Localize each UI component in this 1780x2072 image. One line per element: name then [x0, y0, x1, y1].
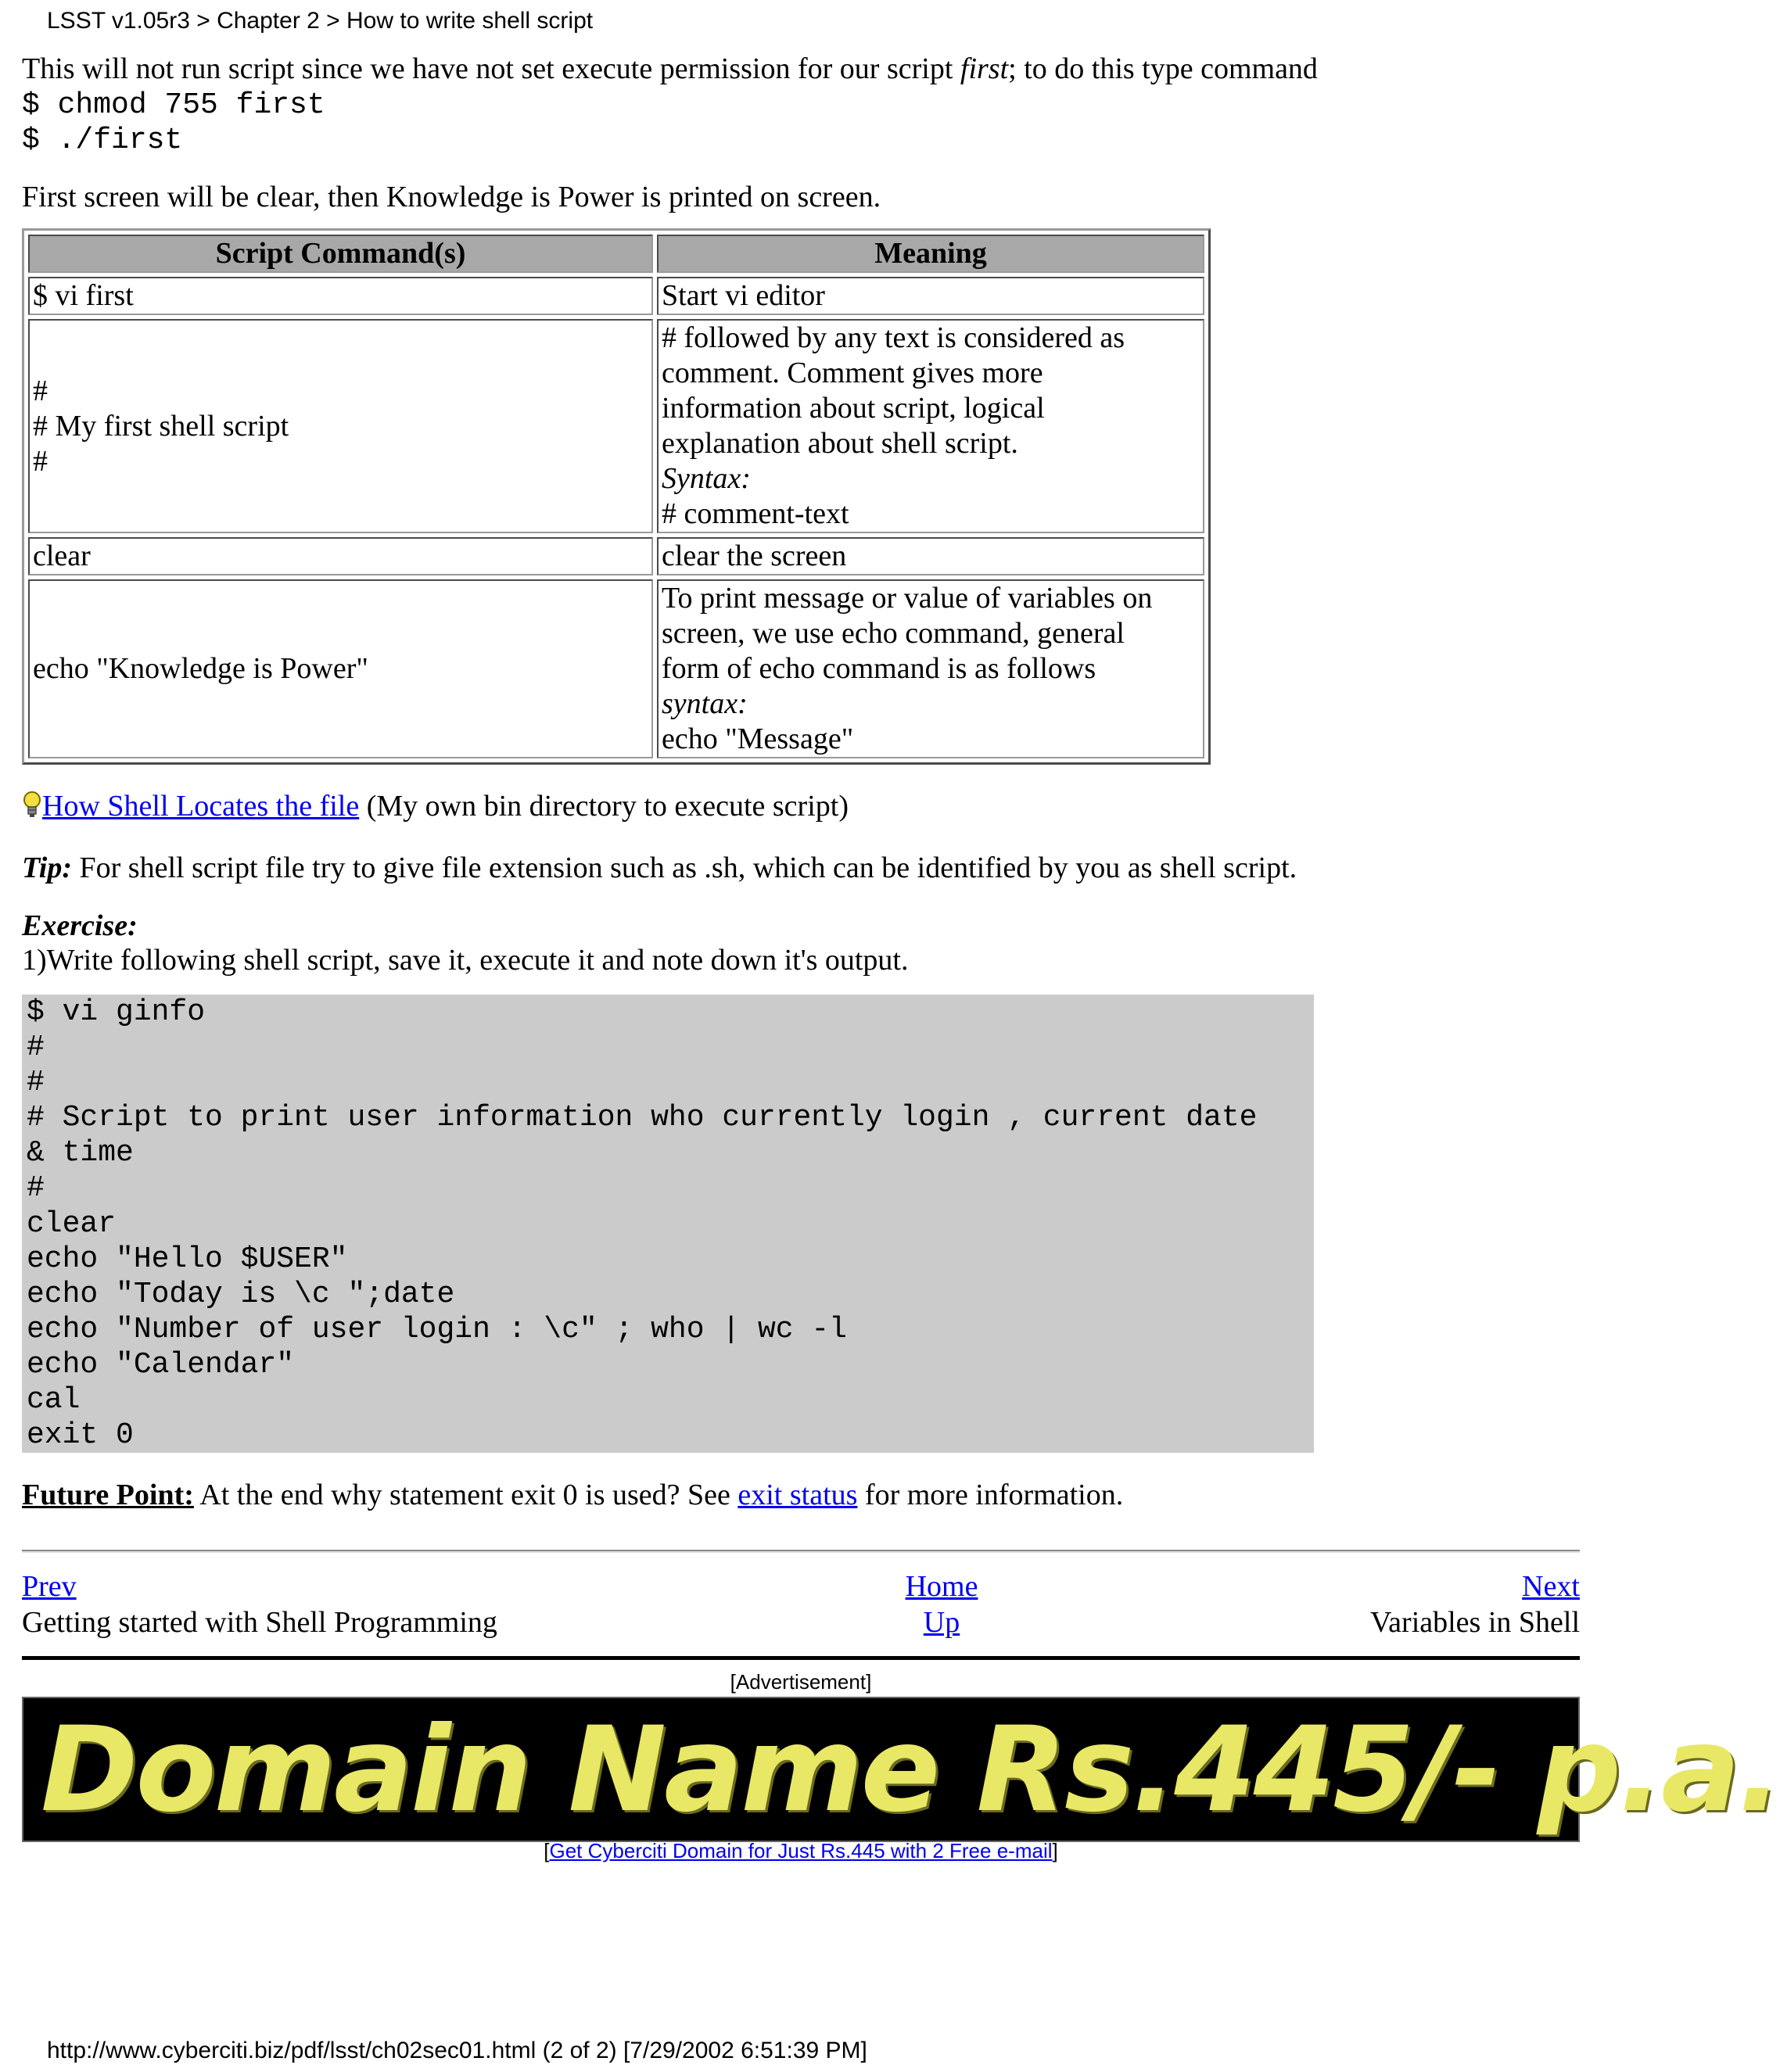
- bracket: [: [544, 1839, 550, 1862]
- script-command-table: [22, 228, 1211, 765]
- exercise-label: [22, 909, 138, 943]
- command-cell: [28, 277, 653, 315]
- command-cell: [28, 319, 653, 533]
- code-line: exit 0: [27, 1418, 134, 1453]
- cell-line: explanation about shell script.: [662, 427, 1018, 460]
- ad-banner-text: Domain Name Rs.445/- p.a.: [41, 1702, 1780, 1838]
- code-line: $ vi ginfo: [27, 995, 206, 1029]
- code-line: echo "Today is \c ";date: [27, 1277, 455, 1311]
- tip-paragraph: [22, 851, 1297, 885]
- how-shell-locates-link[interactable]: How Shell Locates the file: [42, 790, 360, 823]
- intro-emphasis: first: [960, 52, 1009, 85]
- cell-line: To print message or value of variables on: [662, 582, 1153, 615]
- syntax-label: syntax:: [662, 687, 748, 720]
- cell-line: form of echo command is as follows: [662, 652, 1096, 685]
- advertisement-label: [Advertisement]: [730, 1670, 872, 1694]
- ad-link-line: [0, 1839, 1602, 1863]
- code-line: clear: [27, 1206, 117, 1241]
- code-line: cal: [27, 1383, 81, 1418]
- result-paragraph: First screen will be clear, then Knowledge is Power is printed on screen.: [22, 181, 881, 213]
- cell-line: clear: [33, 540, 91, 572]
- locate-paragraph: [22, 789, 849, 823]
- exit-status-link[interactable]: exit status: [737, 1479, 858, 1511]
- code-line: #: [27, 1066, 45, 1100]
- page-footer: [47, 2038, 867, 2064]
- code-line: echo "Number of user login : \c" ; who | wc -l: [27, 1312, 847, 1346]
- cell-line: Start vi editor: [662, 279, 825, 312]
- meaning-cell: [657, 277, 1204, 315]
- syntax-label: Syntax:: [662, 462, 751, 495]
- nav-center: [863, 1568, 1020, 1640]
- nav-next: [1370, 1568, 1580, 1640]
- cell-line: # My first shell script: [33, 409, 289, 443]
- future-text-end: for more information.: [857, 1479, 1124, 1511]
- tip-label: Tip:: [22, 851, 73, 884]
- cell-line: comment. Comment gives more: [662, 357, 1043, 389]
- divider: [22, 1550, 1580, 1553]
- bracket: ]: [1052, 1839, 1058, 1862]
- cell-line: information about script, logical: [662, 392, 1045, 425]
- syntax-text: # comment-text: [662, 497, 849, 530]
- table-row: [28, 277, 1204, 315]
- cell-line: #: [33, 444, 48, 478]
- code-line: echo "Calendar": [27, 1347, 295, 1382]
- future-text: At the end why statement exit 0 is used? See: [193, 1479, 738, 1511]
- up-link[interactable]: Up: [923, 1606, 960, 1639]
- breadcrumb: LSST v1.05r3 > Chapter 2 > How to write shell script: [47, 8, 594, 34]
- lightbulb-icon: [22, 790, 42, 819]
- cell-line: echo "Knowledge is Power": [33, 652, 368, 685]
- exercise-text: 1)Write following shell script, save it, execute it and note down it's output.: [22, 944, 909, 977]
- home-link[interactable]: Home: [905, 1570, 978, 1603]
- table-row: [28, 319, 1204, 533]
- prev-link[interactable]: Prev: [22, 1570, 77, 1603]
- table-header: Meaning: [657, 235, 1204, 273]
- cell-line: clear the screen: [662, 540, 847, 572]
- table-header-row: [28, 235, 1204, 273]
- command-line: $ ./first: [22, 124, 183, 157]
- intro-text-end: ; to do this type command: [1008, 52, 1318, 85]
- footer-url: http://www.cyberciti.biz/pdf/lsst/ch02sec01.html (2 of 2) [7/29/2002 6:51:39 PM]: [47, 2038, 867, 2063]
- meaning-cell: [657, 537, 1204, 575]
- ad-banner[interactable]: [22, 1697, 1780, 1842]
- tip-text: For shell script file try to give file extension such as .sh, which can be identified by you as shell script.: [72, 851, 1297, 884]
- code-block: [22, 995, 1314, 1453]
- cell-line: # followed by any text is considered as: [662, 321, 1125, 354]
- code-line: #: [27, 1171, 45, 1206]
- future-point-paragraph: [22, 1478, 1123, 1512]
- next-title: Variables in Shell: [1369, 1606, 1580, 1639]
- locate-text: (My own bin directory to execute script): [359, 790, 849, 823]
- future-point-label: Future Point:: [22, 1479, 194, 1511]
- intro-text: This will not run script since we have not set execute permission for our script: [22, 52, 960, 85]
- syntax-text: echo "Message": [662, 722, 854, 755]
- meaning-cell: [657, 319, 1204, 533]
- table-header: Script Command(s): [28, 235, 653, 273]
- table-row: [28, 579, 1204, 758]
- meaning-cell: [657, 579, 1204, 758]
- exercise-heading: Exercise:: [22, 909, 138, 942]
- cell-line: #: [33, 374, 48, 407]
- nav-prev: [22, 1568, 497, 1640]
- code-line: & time: [27, 1136, 134, 1170]
- command-cell: [28, 579, 653, 758]
- code-line: #: [27, 1031, 45, 1065]
- command-cell: [28, 537, 653, 575]
- prev-title: Getting started with Shell Programming: [22, 1606, 497, 1639]
- command-line: $ chmod 755 first: [22, 88, 325, 122]
- ad-link[interactable]: Get Cyberciti Domain for Just Rs.445 with 2 Free e-mail: [549, 1839, 1053, 1862]
- divider-thick: [22, 1656, 1580, 1660]
- table-row: [28, 537, 1204, 575]
- code-line: # Script to print user information who currently login , current date: [27, 1101, 1258, 1135]
- code-line: echo "Hello $USER": [27, 1242, 348, 1276]
- cell-line: screen, we use echo command, general: [662, 617, 1125, 650]
- cell-line: $ vi first: [33, 279, 134, 312]
- intro-paragraph: [22, 52, 1318, 86]
- page-header: [47, 8, 593, 34]
- next-link[interactable]: Next: [1522, 1570, 1580, 1603]
